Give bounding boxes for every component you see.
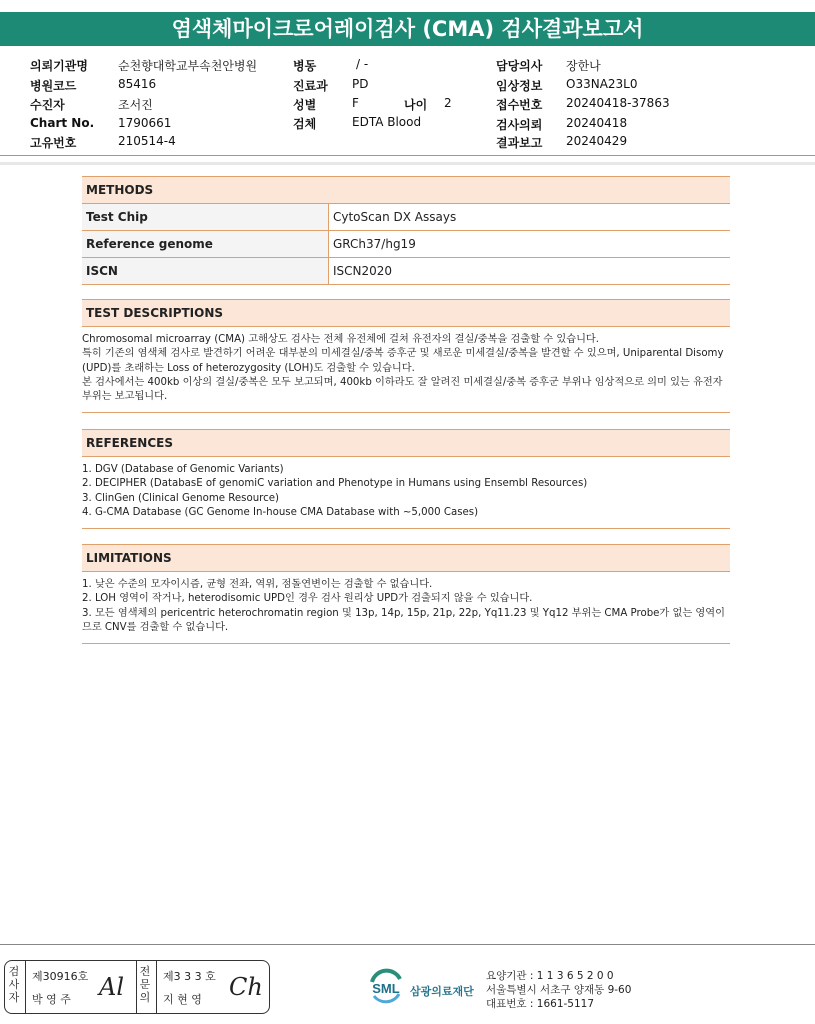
methods-table [82, 204, 730, 285]
description-line: 특히 기존의 염색체 검사로 발견하기 어려운 대부분의 미세결실/중복 증후군 및 새로운 미세결실/중복을 발견할 수 있으며, Uniparental Disomy (UPD)를 초래하는 Loss of heterozygosity (LOH)도 검출할 수 있습니다. [82, 348, 724, 374]
sml-logo-text: SML [372, 981, 400, 996]
age-value: 2 [444, 96, 452, 110]
header-divider [0, 155, 815, 156]
specialist-role-label: 전문의 [139, 965, 151, 1004]
institution-number: 요양기관 : 1 1 3 6 5 2 0 0 [486, 970, 614, 982]
signature-box [4, 960, 270, 1014]
sig-divider [25, 961, 26, 1013]
limitation-item: 3. 모든 염색체의 pericentric heterochromatin region 및 13p, 14p, 15p, 21p, 22p, Yq11.23 및 Yq12 부위는 CMA Probe가 없는 영역이므로 CNV를 검출할 수 없습니다. [82, 607, 725, 633]
description-line: Chromosomal microarray (CMA) 고해상도 검사는 전체 유전체에 걸쳐 유전자의 결실/중복을 검출할 수 있습니다. [82, 334, 599, 345]
test-descriptions-section [82, 299, 730, 413]
sex-value: F [352, 96, 359, 110]
specialist-name: 지 현 영 [163, 993, 202, 1006]
references-heading: REFERENCES [82, 429, 730, 457]
chart-no-label: Chart No. [30, 116, 95, 130]
methods-value: CytoScan DX Assays [329, 204, 731, 231]
reference-item: 4. G-CMA Database (GC Genome In-house CMA Database with ~5,000 Cases) [82, 506, 479, 518]
hospital-code-label: 병원코드 [30, 79, 77, 93]
footer-divider [0, 944, 815, 945]
methods-key: ISCN [82, 258, 329, 285]
receipt-no-value: 20240418-37863 [566, 96, 670, 110]
sml-logo-icon [366, 966, 406, 1006]
specialist-signature-image: Ch [229, 973, 263, 1001]
test-descriptions-heading: TEST DESCRIPTIONS [82, 299, 730, 327]
test-descriptions-body [82, 327, 730, 412]
references-body [82, 457, 730, 528]
requesting-institution-label: 의뢰기관명 [30, 59, 88, 73]
table-row [82, 258, 730, 285]
methods-key: Reference genome [82, 231, 329, 258]
specialist-license: 제3 3 3 호 [163, 970, 216, 983]
methods-section [82, 176, 730, 285]
request-date-value: 20240418 [566, 116, 628, 130]
sig-divider [136, 961, 137, 1013]
department-value: PD [352, 77, 369, 91]
org-address: 서울특별시 서초구 양재동 9-60 [486, 984, 632, 996]
unique-no-label: 고유번호 [30, 136, 77, 150]
limitation-item: 2. LOH 영역이 작거나, heterodisomic UPD인 경우 검사 원리상 UPD가 검출되지 않을 수 있습니다. [82, 593, 533, 605]
methods-value: ISCN2020 [329, 258, 731, 285]
ward-label: 병동 [293, 59, 317, 73]
references-section [82, 429, 730, 529]
methods-key: Test Chip [82, 204, 329, 231]
limitations-heading: LIMITATIONS [82, 544, 730, 572]
receipt-no-label: 접수번호 [496, 98, 543, 112]
ward-value: / - [356, 57, 369, 71]
chart-no-value: 1790661 [118, 116, 172, 130]
header-divider-shadow [0, 162, 815, 165]
limitation-item: 1. 낮은 수준의 모자이시즘, 균형 전좌, 역위, 점돌연변이는 검출할 수 없습니다. [82, 579, 433, 590]
methods-value: GRCh37/hg19 [329, 231, 731, 258]
clinical-info-value: O33NA23L0 [566, 77, 638, 91]
sex-label: 성별 [293, 98, 317, 112]
physician-value: 장한나 [566, 59, 601, 73]
patient-name-label: 수진자 [30, 98, 65, 112]
methods-heading: METHODS [82, 176, 730, 204]
reference-item: 1. DGV (Database of Genomic Variants) [82, 464, 284, 475]
description-line: 본 검사에서는 400kb 이상의 결실/중복은 모두 보고되며, 400kb 이하라도 잘 알려진 미세결실/중복 증후군 부위나 임상적으로 의미 있는 유전자 부위는 보고됩니다. [82, 376, 723, 403]
tester-role-label: 검사자 [8, 965, 20, 1004]
tester-signature-image: Al [99, 973, 125, 1001]
patient-name-value: 조서진 [118, 98, 153, 112]
limitations-body [82, 572, 730, 643]
specimen-value: EDTA Blood [352, 115, 422, 129]
tester-license: 제30916호 [32, 970, 89, 983]
report-title: 염색체마이크로어레이검사 (CMA) 검사결과보고서 [0, 12, 815, 46]
request-date-label: 검사의뢰 [496, 118, 543, 132]
limitations-section [82, 544, 730, 644]
reference-item: 2. DECIPHER (DatabasE of genomiC variation and Phenotype in Humans using Ensembl Resources) [82, 478, 588, 490]
physician-label: 담당의사 [496, 59, 543, 73]
department-label: 진료과 [293, 79, 328, 93]
report-date-label: 결과보고 [496, 136, 543, 150]
age-label: 나이 [404, 98, 428, 112]
table-row [82, 231, 730, 258]
report-date-value: 20240429 [566, 134, 628, 148]
tester-name: 박 영 주 [32, 993, 71, 1006]
table-row [82, 204, 730, 231]
unique-no-value: 210514-4 [118, 134, 176, 148]
org-name: 삼광의료재단 [410, 985, 474, 998]
reference-item: 3. ClinGen (Clinical Genome Resource) [82, 492, 279, 504]
specimen-label: 검체 [293, 117, 317, 131]
org-phone: 대표번호 : 1661-5117 [486, 998, 595, 1010]
sig-divider [156, 961, 157, 1013]
requesting-institution-value: 순천향대학교부속천안병원 [118, 59, 258, 73]
clinical-info-label: 임상정보 [496, 79, 543, 93]
hospital-code-value: 85416 [118, 77, 157, 91]
